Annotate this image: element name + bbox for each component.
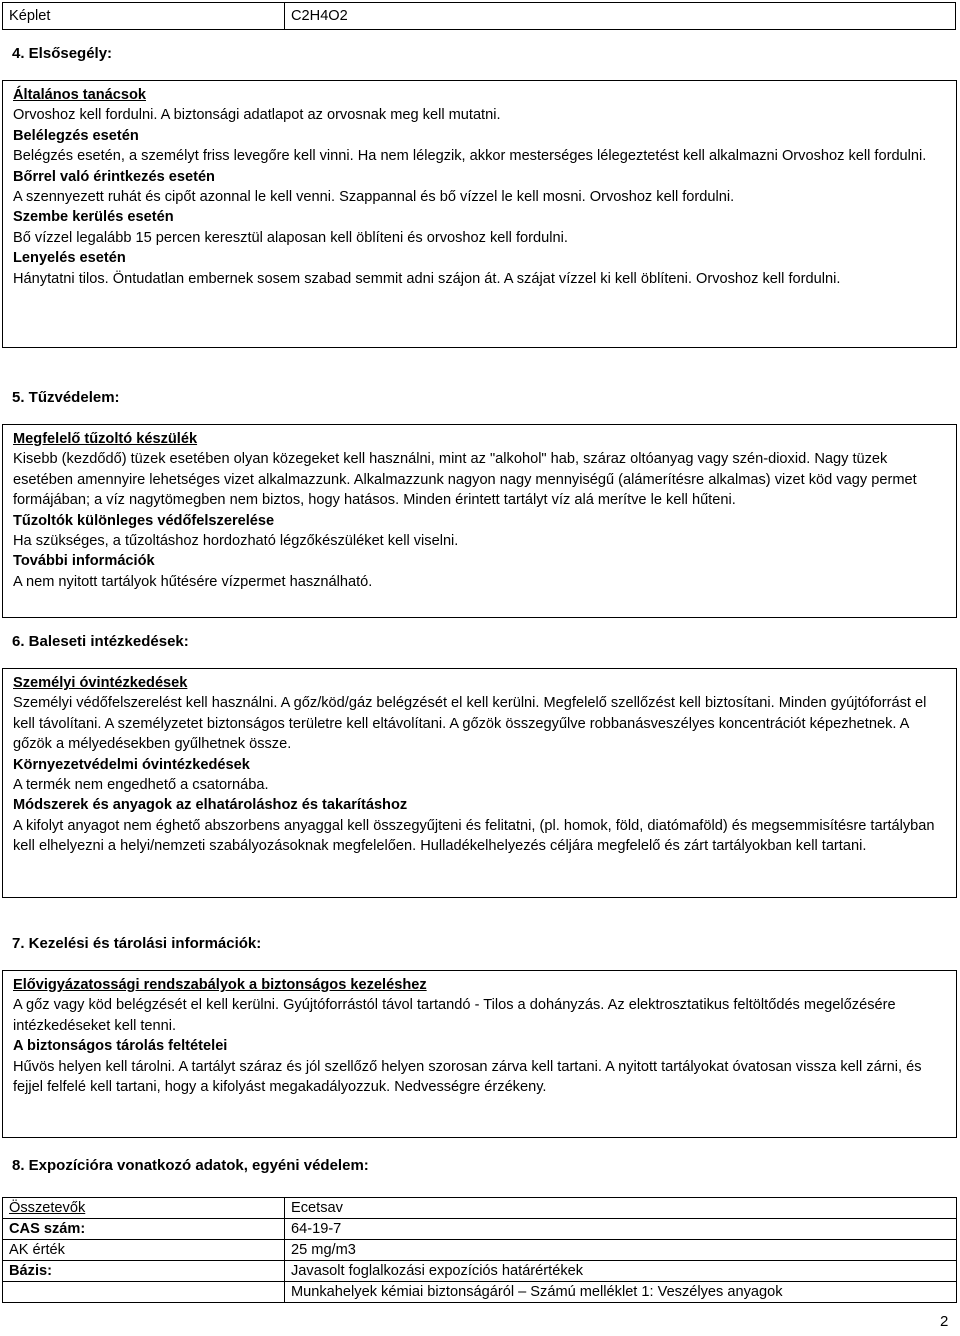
extinguisher-heading: Megfelelő tűzoltó készülék bbox=[13, 431, 198, 447]
section-6-box bbox=[2, 668, 957, 898]
environmental-heading: Környezetvédelmi óvintézkedések bbox=[13, 756, 250, 773]
formula-table bbox=[2, 2, 956, 30]
section-4-box bbox=[2, 80, 957, 348]
environmental-text: A termék nem engedhető a csatornába. bbox=[13, 777, 269, 794]
inhalation-heading: Belélegzés esetén bbox=[13, 127, 139, 144]
skin-heading: Bőrrel való érintkezés esetén bbox=[13, 168, 215, 185]
row-value: Ecetsav bbox=[285, 1198, 957, 1219]
personal-precautions-text: Személyi védőfelszerelést kell használni. A gőz/köd/gáz belégzését el kell kerülni. Megfelelő szellőzést kell biztosítani. Minden gyújtóforrást el kell távolítani. A személyzetet biztonságos területre kell eltávolítani. A gőzök összegyűlve robbanásveszélyes koncentrációt képezhetnek. A gőzök a mélyedésekben gyűlhetnek össze. bbox=[13, 695, 927, 753]
personal-precautions-heading: Személyi óvintézkedések bbox=[13, 675, 188, 691]
eye-heading: Szembe kerülés esetén bbox=[13, 209, 174, 226]
handling-text: A gőz vagy köd belégzését el kell kerülni. Gyújtóforrástól távol tartandó - Tilos a dohányzás. Az elektrosztatikus feltöltődés megelőzésére intézkedéseket kell tenni. bbox=[13, 997, 896, 1034]
ingestion-text: Hánytatni tilos. Öntudatlan embernek sosem szabad semmit adni szájon át. A szájat vízzel ki kell öblíteni. Orvoshoz kell fordulni. bbox=[13, 270, 841, 287]
row-key bbox=[3, 1282, 285, 1303]
exposure-table bbox=[2, 1197, 957, 1303]
storage-heading: A biztonságos tárolás feltételei bbox=[13, 1038, 228, 1055]
cleanup-heading: Módszerek és anyagok az elhatároláshoz és takarításhoz bbox=[13, 797, 408, 814]
section-4-title: 4. Elsősegély: bbox=[12, 45, 113, 62]
firefighter-ppe-heading: Tűzoltók különleges védőfelszerelése bbox=[13, 512, 275, 529]
ingestion-heading: Lenyelés esetén bbox=[13, 250, 126, 267]
further-info-text: A nem nyitott tartályok hűtésére vízpermet használható. bbox=[13, 573, 373, 590]
formula-value: C2H4O2 bbox=[285, 3, 956, 30]
cleanup-text: A kifolyt anyagot nem éghető abszorbens anyaggal kell összegyűjteni és felitatni, (pl. homok, föld, diatómaföld) és megsemmisítésre tartályban kell elhelyezni a helyi/nemzeti szabályozásoknak megfelelően. Hulladékelhelyezés céljára megfelelő és zárt tartályokban kell tartani. bbox=[13, 817, 935, 855]
row-key: CAS szám: bbox=[3, 1219, 285, 1240]
row-value: Munkahelyek kémiai biztonságáról – Számú melléklet 1: Veszélyes anyagok bbox=[285, 1282, 957, 1303]
row-value: 25 mg/m3 bbox=[285, 1240, 957, 1261]
table-row bbox=[3, 1198, 957, 1219]
row-key: Összetevők bbox=[3, 1198, 285, 1219]
row-key: Bázis: bbox=[3, 1261, 285, 1282]
extinguisher-text: Kisebb (kezdődő) tüzek esetében olyan közegeket kell használni, mint az "alkohol" hab, száraz oltóanyag vagy szén-dioxid. Nagy tüzek esetében amennyire lehetséges vizet alkalmazzunk. Alkalmazzunk nagyon nagy mennyiségű (alámerítésre alkalmas) vizet köd vagy permet formájában; a víz nagytömegben nem biztos, hogy hatásos. Minden érintett tartályt víz alá merítve le kell hűteni. bbox=[13, 451, 917, 509]
general-text: Orvoshoz kell fordulni. A biztonsági adatlapot az orvosnak meg kell mutatni. bbox=[13, 107, 501, 124]
page-number: 2 bbox=[940, 1313, 949, 1330]
row-key: AK érték bbox=[3, 1240, 285, 1261]
firefighter-ppe-text: Ha szükséges, a tűzoltáshoz hordozható légzőkészüléket kell viselni. bbox=[13, 533, 459, 550]
storage-text: Hűvös helyen kell tárolni. A tartályt száraz és jól szellőző helyen szorosan zárva kell tartani. A nyitott tartályokat óvatosan vissza kell zárni, és fejjel felfelé kell tartani, hogy a kifolyást megakadályozzuk. Nedvességre érzékeny. bbox=[13, 1058, 922, 1096]
inhalation-text: Belégzés esetén, a személyt friss levegőre kell vinni. Ha nem lélegzik, akkor mesterséges lélegeztetést kell alkalmazni Orvoshoz kell fordulni. bbox=[13, 148, 927, 165]
general-heading: Általános tanácsok bbox=[13, 87, 147, 103]
section-6-title: 6. Baleseti intézkedések: bbox=[12, 633, 189, 650]
table-row bbox=[3, 1219, 957, 1240]
further-info-heading: További információk bbox=[13, 553, 155, 570]
table-row bbox=[3, 1282, 957, 1303]
table-row bbox=[3, 1240, 957, 1261]
row-value: 64-19-7 bbox=[285, 1219, 957, 1240]
eye-text: Bő vízzel legalább 15 percen keresztül alaposan kell öblíteni és orvoshoz kell fordulni. bbox=[13, 229, 568, 246]
row-value: Javasolt foglalkozási expozíciós határértékek bbox=[285, 1261, 957, 1282]
section-5-title: 5. Tűzvédelem: bbox=[12, 389, 120, 406]
handling-heading: Elővigyázatossági rendszabályok a biztonságos kezeléshez bbox=[13, 977, 427, 993]
section-5-box bbox=[2, 424, 957, 618]
section-7-box bbox=[2, 970, 957, 1138]
skin-text: A szennyezett ruhát és cipőt azonnal le kell venni. Szappannal és bő vízzel le kell mosni. Orvoshoz kell fordulni. bbox=[13, 189, 735, 206]
formula-label: Képlet bbox=[3, 3, 285, 30]
table-row bbox=[3, 1261, 957, 1282]
section-7-title: 7. Kezelési és tárolási információk: bbox=[12, 935, 262, 952]
section-8-title: 8. Expozícióra vonatkozó adatok, egyéni védelem: bbox=[12, 1157, 369, 1174]
